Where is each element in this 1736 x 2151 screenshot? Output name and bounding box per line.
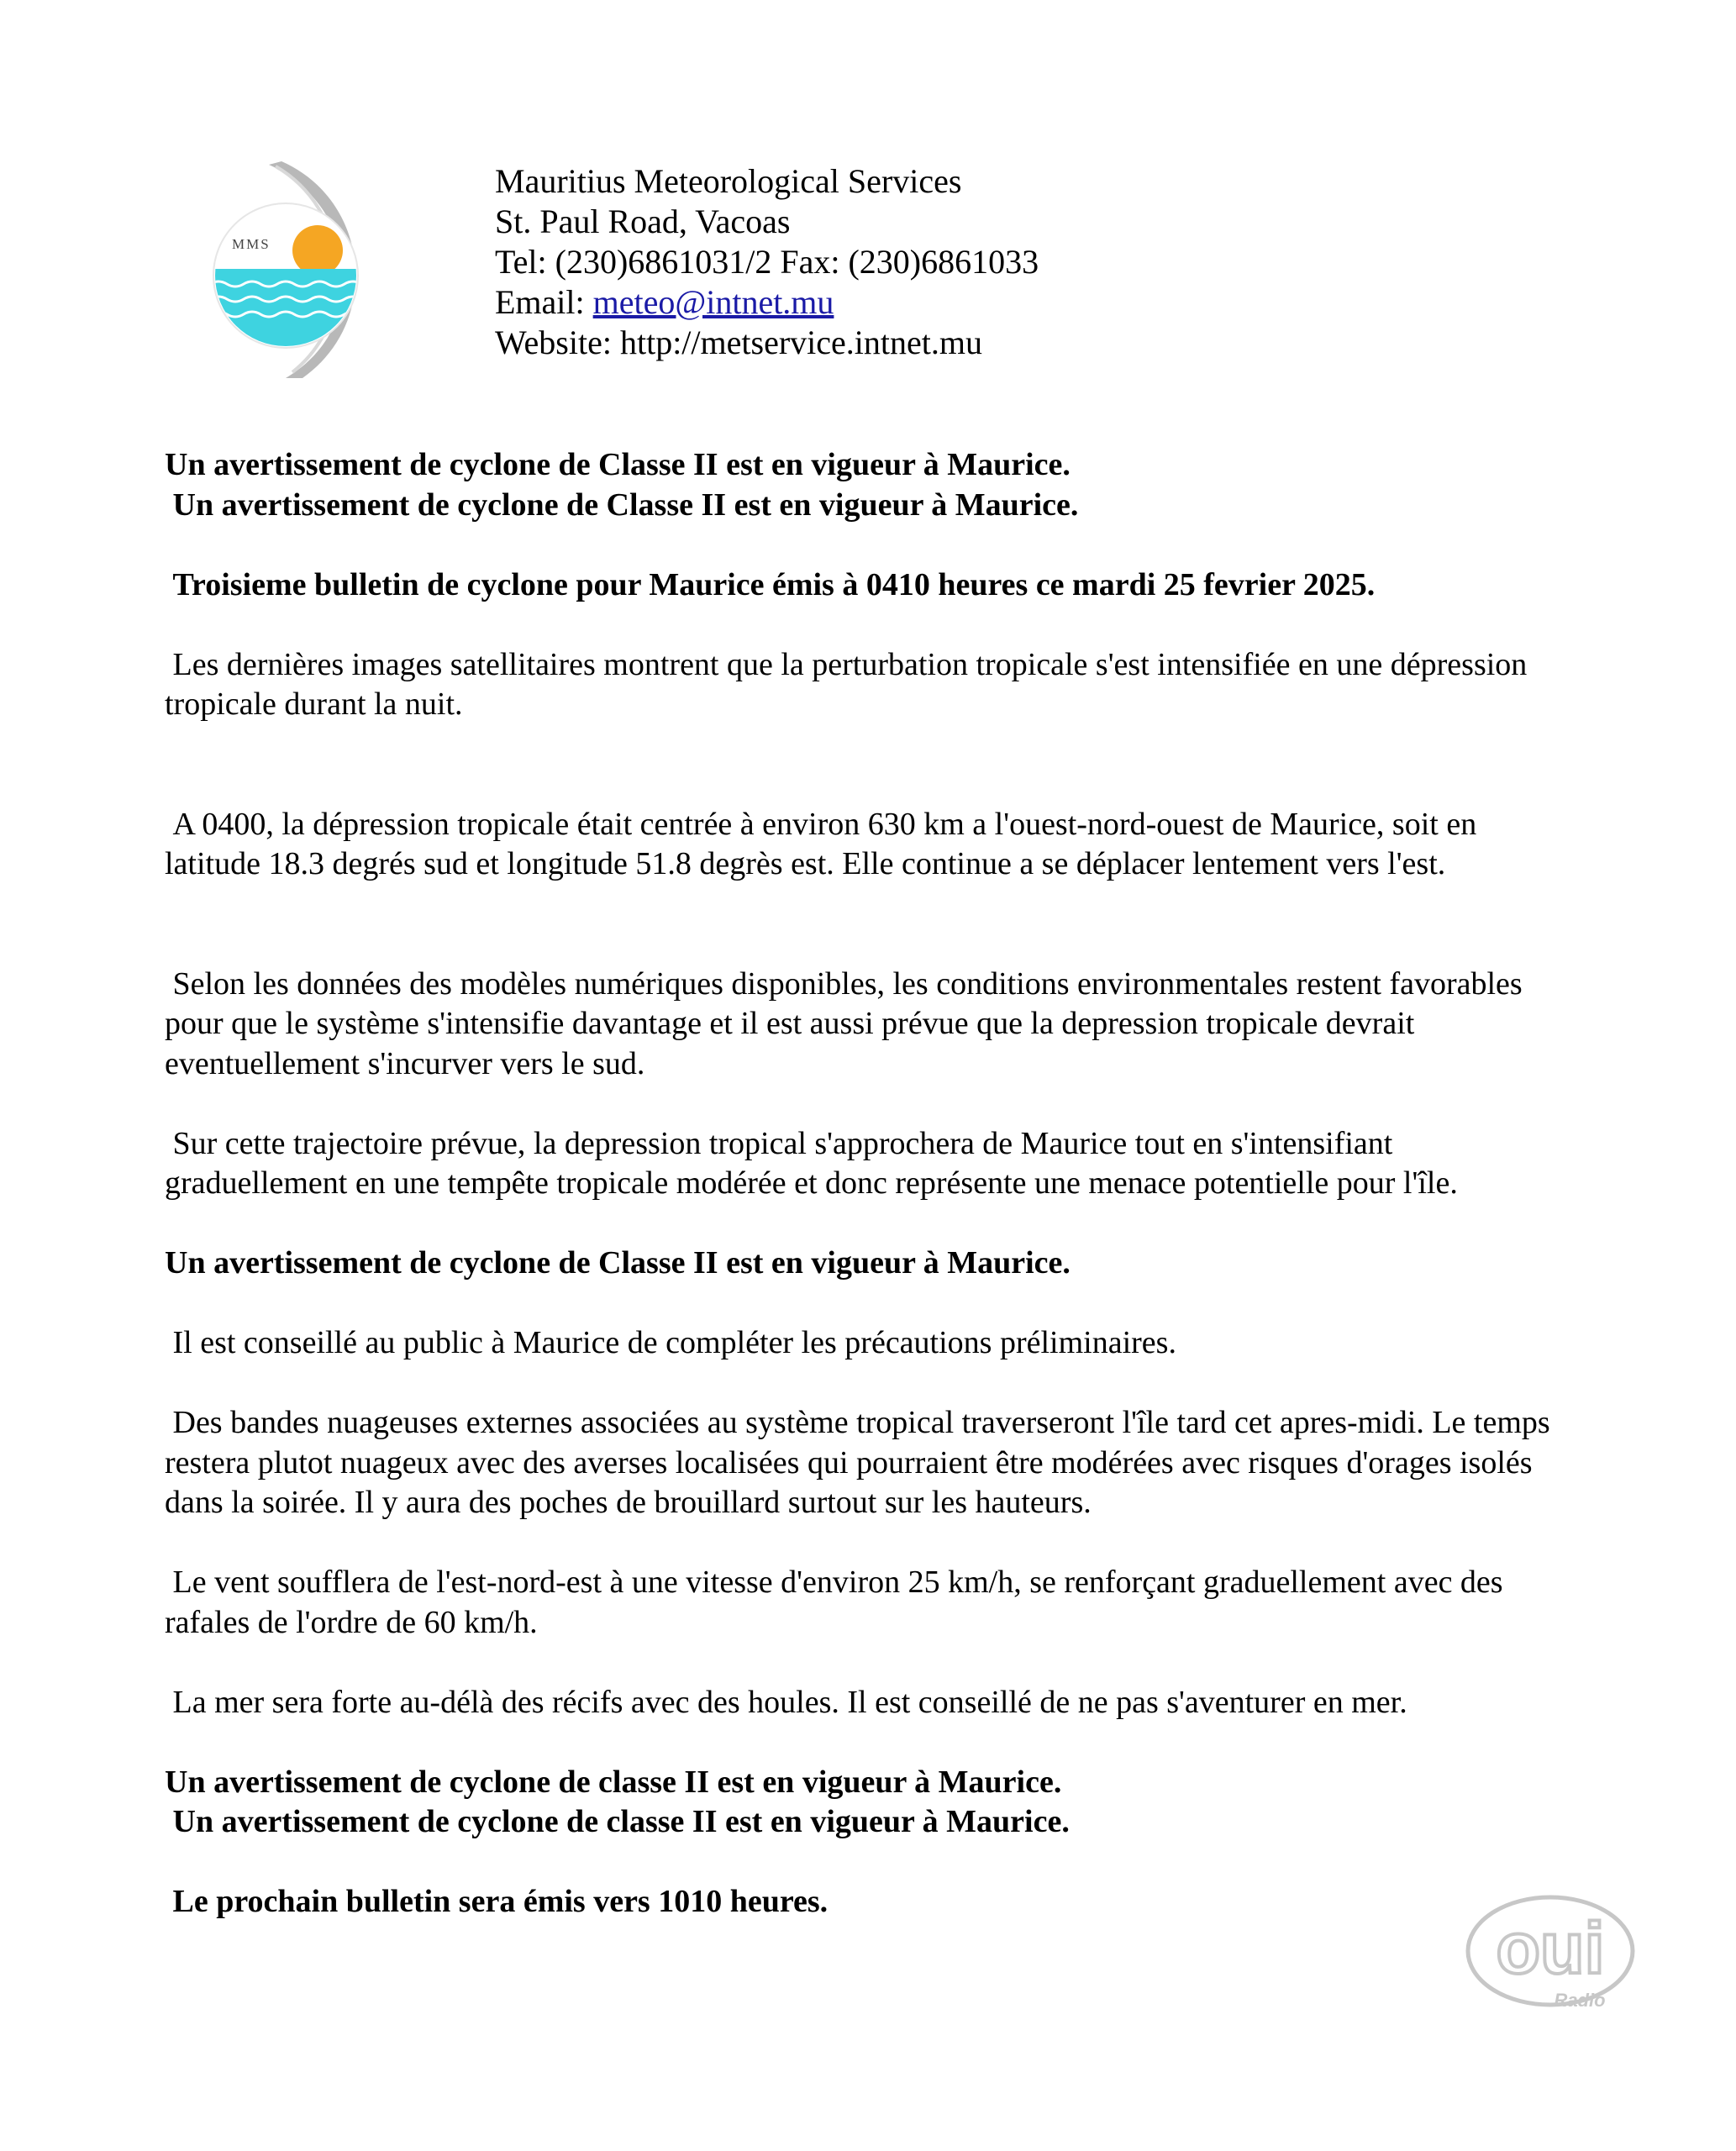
email-label: Email: xyxy=(495,283,593,321)
letterhead xyxy=(495,161,1039,363)
mms-logo-icon xyxy=(202,158,370,385)
paragraph: Selon les données des modèles numériques disponibles, les conditions environmentales restent favorables pour que le système s'intensifie davantage et il est aussi prévue que la depression tropicale devrait eventuellement s'incurver vers le sud. xyxy=(165,965,1531,1081)
paragraph: La mer sera forte au-délà des récifs avec des houles. Il est conseillé de ne pas s'aventurer en mer. xyxy=(165,1684,1407,1720)
org-name: Mauritius Meteorological Services xyxy=(495,162,962,200)
warning-line: Un avertissement de cyclone de Classe II est en vigueur à Maurice. xyxy=(165,1245,1071,1281)
paragraph: Sur cette trajectoire prévue, la depression tropical s'approchera de Maurice tout en s'intensifiant graduellement en une tempête tropicale modérée et donc représente une menace potentielle pour l'île. xyxy=(165,1125,1458,1201)
warning-line: Un avertissement de cyclone de Classe II est en vigueur à Maurice. xyxy=(165,447,1071,482)
paragraph: Il est conseillé au public à Maurice de compléter les précautions préliminaires. xyxy=(165,1325,1176,1360)
warning-line: Un avertissement de cyclone de classe II est en vigueur à Maurice. xyxy=(165,1804,1070,1839)
org-email-line xyxy=(495,282,1039,323)
warning-line: Un avertissement de cyclone de classe II est en vigueur à Maurice. xyxy=(165,1764,1062,1800)
paragraph: Les dernières images satellitaires montrent que la perturbation tropicale s'est intensifiée en une dépression tropicale durant la nuit. xyxy=(165,646,1535,722)
paragraph: A 0400, la dépression tropicale était centrée à environ 630 km a l'ouest-nord-ouest de Maurice, soit en latitude 18.3 degrés sud et longitude 51.8 degrès est. Elle continue a se déplacer lentement vers l'est. xyxy=(165,806,1485,881)
mms-logo-text: MMS xyxy=(232,236,271,252)
email-link[interactable]: meteo@intnet.mu xyxy=(592,283,834,321)
warning-line: Un avertissement de cyclone de Classe II est en vigueur à Maurice. xyxy=(165,486,1079,523)
oui-radio-watermark-icon xyxy=(1462,1891,1639,2017)
next-bulletin: Le prochain bulletin sera émis vers 1010 heures. xyxy=(165,1884,829,1919)
paragraph: Des bandes nuageuses externes associées au système tropical traverseront l'île tard cet apres-midi. Le temps restera plutot nuageux avec des averses localisées qui pourraient être modérées avec risques d'orages isolés dans la soirée. Il y aura des poches de brouillard surtout sur les hauteurs. xyxy=(165,1405,1559,1520)
paragraph: Le vent soufflera de l'est-nord-est à une vitesse d'environ 25 km/h, se renforçant graduellement avec des rafales de l'ordre de 60 km/h. xyxy=(165,1565,1512,1640)
watermark-text: oui xyxy=(1496,1908,1605,1989)
bulletin-title: Troisieme bulletin de cyclone pour Maurice émis à 0410 heures ce mardi 25 fevrier 2025. xyxy=(165,566,1376,602)
watermark-subtext: Radio xyxy=(1554,1990,1606,2011)
org-tel-fax: Tel: (230)6861031/2 Fax: (230)6861033 xyxy=(495,243,1039,281)
org-website: Website: http://metservice.intnet.mu xyxy=(495,323,982,361)
org-address: St. Paul Road, Vacoas xyxy=(495,202,791,240)
bulletin-body xyxy=(165,445,1576,1922)
